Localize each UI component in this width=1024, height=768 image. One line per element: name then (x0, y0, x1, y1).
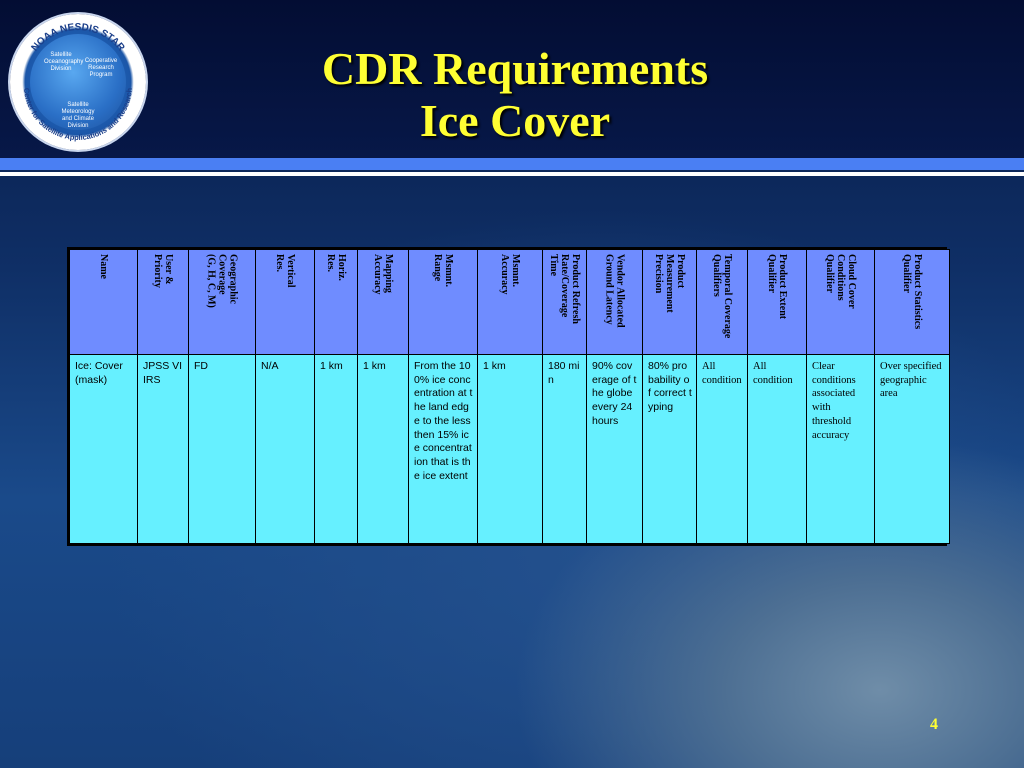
cell-horiz-res: 1 km (315, 355, 358, 544)
svg-text:NOAA NESDIS STAR (29, 22, 127, 54)
cell-name: Ice: Cover (mask) (70, 355, 138, 544)
cell-refresh-rate: 180 min (543, 355, 587, 544)
cell-measurement-precision: 80% probability of correct typing (643, 355, 697, 544)
cell-product-statistics: Over specified geographic area (875, 355, 950, 544)
header-cell: Horiz. Res. (315, 250, 358, 355)
header-cell: Vendor Allocated Ground Latency (587, 250, 643, 355)
cell-temporal-coverage: All condition (697, 355, 748, 544)
slide-title: CDR Requirements (321, 43, 709, 94)
cell-vertical-res: N/A (256, 355, 315, 544)
header-cell: Geographic Coverage (G, H, C, M) (189, 250, 256, 355)
header-cell: Vertical Res. (256, 250, 315, 355)
logo-ring-bottom-text: Center for Satellite Applications and Research (21, 87, 135, 143)
header-cell: Temporal Coverage Qualifiers (697, 250, 748, 355)
page-number: 4 (930, 716, 938, 733)
header-cell: Product Measurement Precision (643, 250, 697, 355)
header-rule-blue (0, 158, 1024, 170)
header-cell: User & Priority (138, 250, 189, 355)
cell-mapping-accuracy: 1 km (358, 355, 409, 544)
cell-product-extent: All condition (748, 355, 807, 544)
noaa-nesdis-star-logo (10, 14, 146, 150)
header-cell: Msmnt. Accuracy (478, 250, 543, 355)
header-rule-white (0, 172, 1024, 176)
table-row (70, 355, 950, 544)
header-cell: Cloud Cover Conditions Qualifier (807, 250, 875, 355)
cell-msmnt-range: From the 100% ice concentration at the land edge to the less then 15% ice concentration that is the ice extent (409, 355, 478, 544)
cell-cloud-cover: Clear conditions associated with threshold accuracy (807, 355, 875, 544)
cell-ground-latency: 90% coverage of the globe every 24 hours (587, 355, 643, 544)
table-header-row (70, 250, 950, 355)
requirements-table (67, 247, 947, 546)
logo-label-meteorology: Satellite Meteorology and Climate Division (61, 102, 95, 129)
cell-msmnt-accuracy: 1 km (478, 355, 543, 544)
logo-label-oceanography: Satellite Oceanography Division (44, 52, 84, 72)
header-cell: Product Extent Qualifier (748, 250, 807, 355)
cell-geographic-coverage: FD (189, 355, 256, 544)
header-cell: Product Statistics Qualifier (875, 250, 950, 355)
header-cell: Mapping Accuracy (358, 250, 409, 355)
header-cell: Product Refresh Rate/Coverage Time (543, 250, 587, 355)
header-cell: Name (70, 250, 138, 355)
logo-label-cooperative: Cooperative Research Program (84, 58, 118, 78)
cell-user-priority: JPSS VIIRS (138, 355, 189, 544)
slide-subtitle: Ice Cover (419, 95, 611, 146)
logo-ring-top-text: NOAA NESDIS STAR (29, 21, 127, 54)
header-cell: Msmnt. Range (409, 250, 478, 355)
